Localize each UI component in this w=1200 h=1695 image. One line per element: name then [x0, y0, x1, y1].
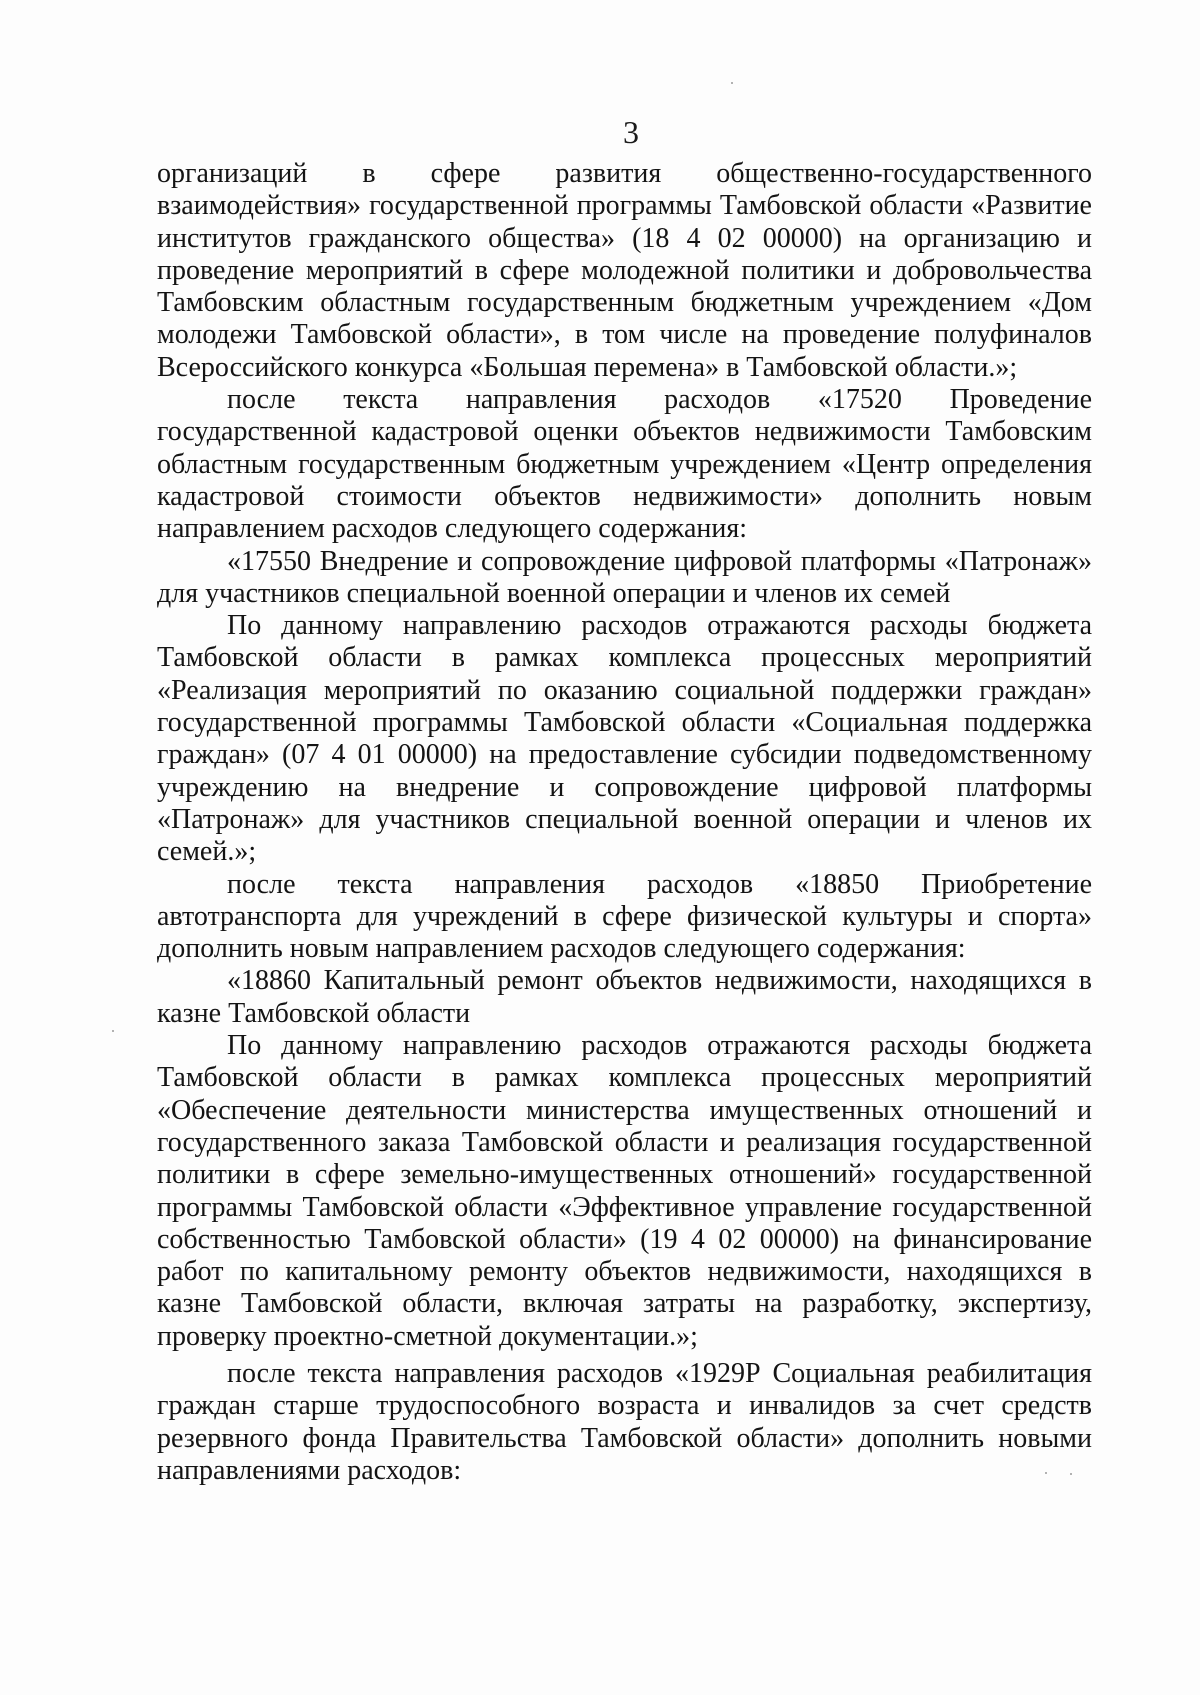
page-number: 3 [623, 114, 639, 150]
scan-speck [1070, 1473, 1072, 1475]
scan-speck [1045, 1472, 1047, 1474]
paragraph-amendment-18850: после текста направления расходов «18850 Приобретение автотранспорта для учреждений в сфере физической культуры и спорта» дополнить новым направлением расходов следующего содержания: [157, 868, 1092, 965]
paragraph-heading-18860: «18860 Капитальный ремонт объектов недвижимости, находящихся в казне Тамбовской области [157, 965, 1092, 1029]
scan-speck [112, 1030, 114, 1032]
paragraph-amendment-17520: после текста направления расходов «17520 Проведение государственной кадастровой оценки объектов недвижимости Тамбовским областным государственным бюджетным учреждением «Центр определения кадастровой стоимости объектов недвижимости» дополнить новым направлением расходов следующего содержания: [157, 384, 1092, 545]
scan-speck [731, 82, 733, 84]
paragraph-description-17550: По данному направлению расходов отражаются расходы бюджета Тамбовской области в рамках комплекса процессных мероприятий «Реализация мероприятий по оказанию социальной поддержки граждан» государственной программы Тамбовской области «Социальная поддержка граждан» (07 4 01 00000) на предоставление субсидии подведомственному учреждению на внедрение и сопровождение цифровой платформы «Патронаж» для участников специальной военной операции и членов их семей.»; [157, 610, 1092, 868]
paragraph-amendment-1929p: после текста направления расходов «1929Р Социальная реабилитация граждан старше трудоспособного возраста и инвалидов за счет средств резервного фонда Правительства Тамбовской области» дополнить новыми направлениями расходов: [157, 1357, 1092, 1486]
paragraph-continuation: организаций в сфере развития общественно-государственного взаимодействия» государственной программы Тамбовской области «Развитие институтов гражданского общества» (18 4 02 00000) на организацию и проведение мероприятий в сфере молодежной политики и добровольчества Тамбовским областным государственным бюджетным учреждением «Дом молодежи Тамбовской области», в том числе на проведение полуфиналов Всероссийского конкурса «Большая перемена» в Тамбовской области.»; [157, 158, 1092, 383]
document-body [157, 158, 1092, 1487]
paragraph-description-18860: По данному направлению расходов отражаются расходы бюджета Тамбовской области в рамках комплекса процессных мероприятий «Обеспечение деятельности министерства имущественных отношений и государственного заказа Тамбовской области и реализация государственной политики в сфере земельно-имущественных отношений» государственной программы Тамбовской области «Эффективное управление государственной собственностью Тамбовской области» (19 4 02 00000) на финансирование работ по капитальному ремонту объектов недвижимости, находящихся в казне Тамбовской области, включая затраты на разработку, экспертизу, проверку проектно-сметной документации.»; [157, 1030, 1092, 1352]
paragraph-heading-17550: «17550 Внедрение и сопровождение цифровой платформы «Патронаж» для участников специальной военной операции и членов их семей [157, 545, 1092, 609]
